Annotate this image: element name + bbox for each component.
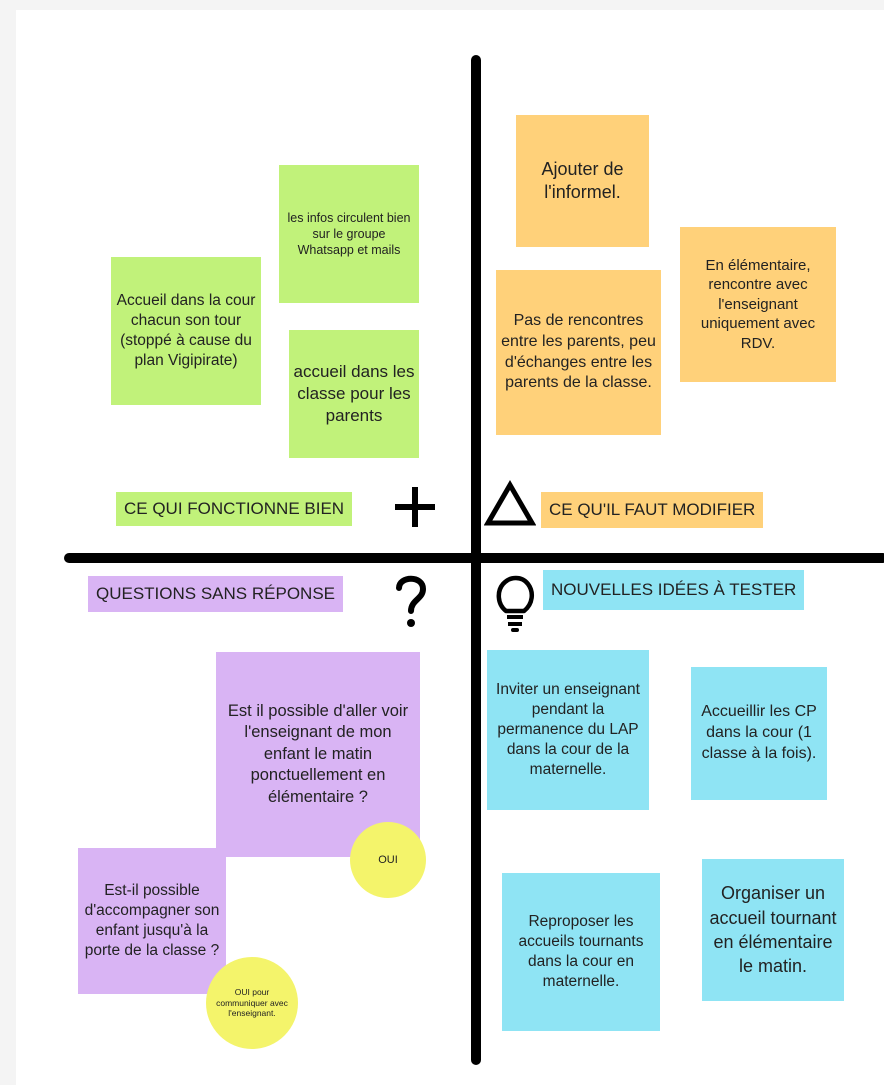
sticky-note-rencontres-parents[interactable]: Pas de rencontres entre les parents, peu d'échanges entre les parents de la classe. (496, 270, 661, 435)
sticky-note-organiser-accueil[interactable]: Organiser un accueil tournant en élémentaire le matin. (702, 859, 844, 1001)
label-fonctionne-bien: CE QUI FONCTIONNE BIEN (116, 492, 352, 526)
sticky-note-accueil-classe[interactable]: accueil dans les classe pour les parents (289, 330, 419, 458)
question-mark-icon (394, 573, 428, 631)
sticky-note-accueillir-cp[interactable]: Accueillir les CP dans la cour (1 classe à la fois). (691, 667, 827, 800)
answer-circle-oui-communiquer[interactable]: OUI pour communiquer avec l'enseignant. (206, 957, 298, 1049)
triangle-delta-icon (484, 480, 536, 528)
sticky-note-accueils-tournants[interactable]: Reproposer les accueils tournants dans la cour en maternelle. (502, 873, 660, 1031)
plus-icon (392, 484, 438, 530)
sticky-note-whatsapp[interactable]: les infos circulent bien sur le groupe Whatsapp et mails (279, 165, 419, 303)
sticky-note-accueil-cour[interactable]: Accueil dans la cour chacun son tour (stoppé à cause du plan Vigipirate) (111, 257, 261, 405)
sticky-note-question-porte[interactable]: Est-il possible d'accompagner son enfant jusqu'à la porte de la classe ? (78, 848, 226, 994)
retrospective-board (16, 10, 884, 1085)
label-faut-modifier: CE QU'IL FAUT MODIFIER (541, 492, 763, 528)
answer-circle-oui[interactable]: OUI (350, 822, 426, 898)
label-nouvelles-idees: NOUVELLES IDÉES À TESTER (543, 570, 804, 610)
sticky-note-question-matin[interactable]: Est il possible d'aller voir l'enseignant de mon enfant le matin ponctuellement en élémentaire ? (216, 652, 420, 857)
sticky-note-inviter-enseignant[interactable]: Inviter un enseignant pendant la permanence du LAP dans la cour de la maternelle. (487, 650, 649, 810)
sticky-note-rdv[interactable]: En élémentaire, rencontre avec l'enseignant uniquement avec RDV. (680, 227, 836, 382)
label-questions-sans-reponse: QUESTIONS SANS RÉPONSE (88, 576, 343, 612)
lightbulb-icon (494, 573, 536, 635)
horizontal-axis (64, 553, 884, 563)
sticky-note-informel[interactable]: Ajouter de l'informel. (516, 115, 649, 247)
